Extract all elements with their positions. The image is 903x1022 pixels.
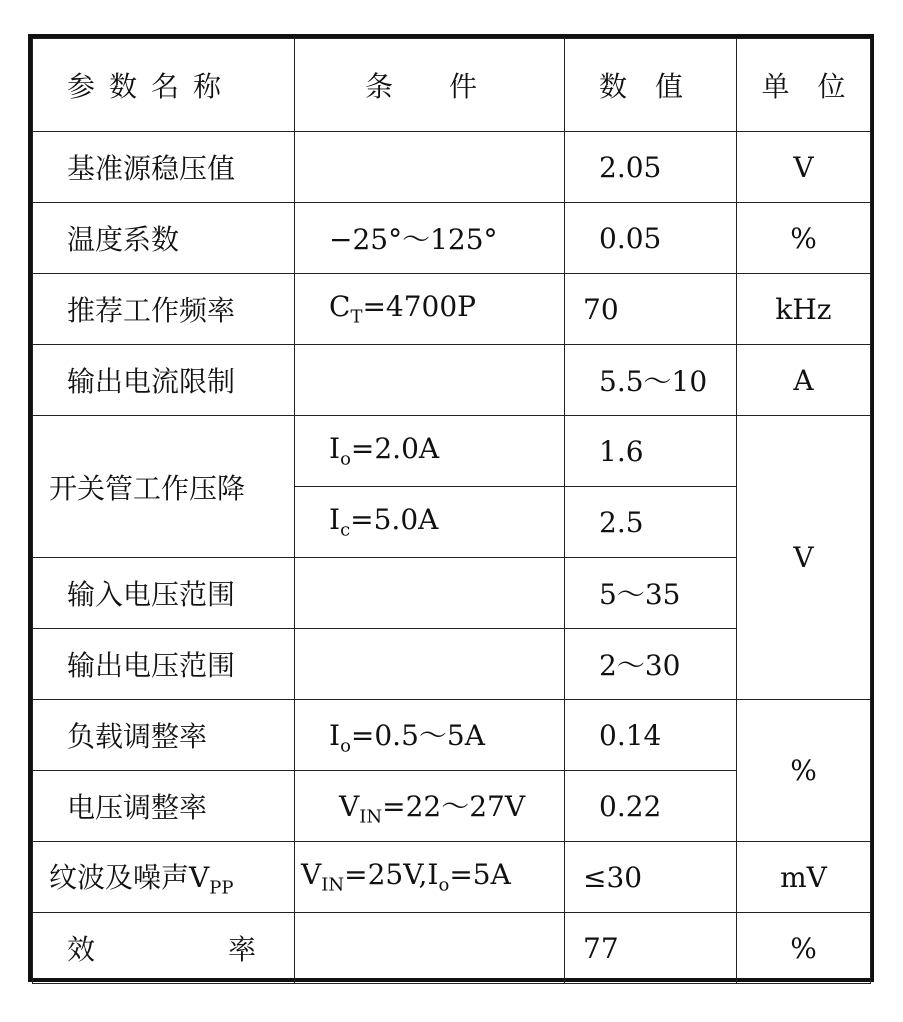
param-value: 1.6 xyxy=(565,416,737,487)
param-condition: $I_o=2.0A$ xyxy=(295,416,565,487)
param-name: 输出电流限制 xyxy=(33,345,295,416)
param-condition: $I_c=5.0A$ xyxy=(295,487,565,558)
param-condition: $V_{IN}=22\sim 27V$ xyxy=(295,771,565,842)
param-value: 0.22 xyxy=(565,771,737,842)
param-name: 输出电压范围 xyxy=(33,629,295,700)
param-unit: % xyxy=(737,203,871,274)
param-value: 5.5～10 xyxy=(565,345,737,416)
table-row xyxy=(33,132,871,203)
param-name: 负载调整率 xyxy=(33,700,295,771)
param-condition xyxy=(295,913,565,984)
param-value: 0.14 xyxy=(565,700,737,771)
table-row xyxy=(33,842,871,913)
table-header-row xyxy=(33,39,871,132)
param-unit: % xyxy=(737,700,871,842)
table-row xyxy=(33,416,871,487)
param-value: 2.05 xyxy=(565,132,737,203)
param-value: 2.5 xyxy=(565,487,737,558)
table-row xyxy=(33,274,871,345)
table-row xyxy=(33,345,871,416)
param-condition xyxy=(295,345,565,416)
param-condition: $C_T=4700P$ xyxy=(295,274,565,345)
header-condition: 条 件 xyxy=(295,39,565,132)
param-value: ≤30 xyxy=(565,842,737,913)
param-condition: $I_o=0.5\sim 5A$ xyxy=(295,700,565,771)
param-unit: V xyxy=(737,416,871,700)
param-name: 纹波及噪声$V_{PP}$ xyxy=(33,842,295,913)
param-name: 效 率 xyxy=(33,913,295,984)
header-value: 数 值 xyxy=(565,39,737,132)
table-row xyxy=(33,700,871,771)
param-value: 2～30 xyxy=(565,629,737,700)
param-condition: $V_{IN}=25V,I_o=5A$ xyxy=(295,842,565,913)
header-unit: 单 位 xyxy=(737,39,871,132)
header-param-name: 参数名称 xyxy=(33,39,295,132)
param-condition: −25°～125° xyxy=(295,203,565,274)
param-name: 推荐工作频率 xyxy=(33,274,295,345)
spec-table xyxy=(32,38,871,984)
param-unit: % xyxy=(737,913,871,984)
param-condition xyxy=(295,132,565,203)
param-value: 5～35 xyxy=(565,558,737,629)
param-name: 基准源稳压值 xyxy=(33,132,295,203)
param-name: 温度系数 xyxy=(33,203,295,274)
param-unit: mV xyxy=(737,842,871,913)
param-name: 电压调整率 xyxy=(33,771,295,842)
param-name: 开关管工作压降 xyxy=(33,416,295,558)
param-condition xyxy=(295,558,565,629)
table-row xyxy=(33,913,871,984)
param-value: 70 xyxy=(565,274,737,345)
param-value: 77 xyxy=(565,913,737,984)
param-condition xyxy=(295,629,565,700)
param-unit: A xyxy=(737,345,871,416)
param-value: 0.05 xyxy=(565,203,737,274)
param-name: 输入电压范围 xyxy=(33,558,295,629)
param-unit: V xyxy=(737,132,871,203)
param-unit: kHz xyxy=(737,274,871,345)
table-row xyxy=(33,203,871,274)
